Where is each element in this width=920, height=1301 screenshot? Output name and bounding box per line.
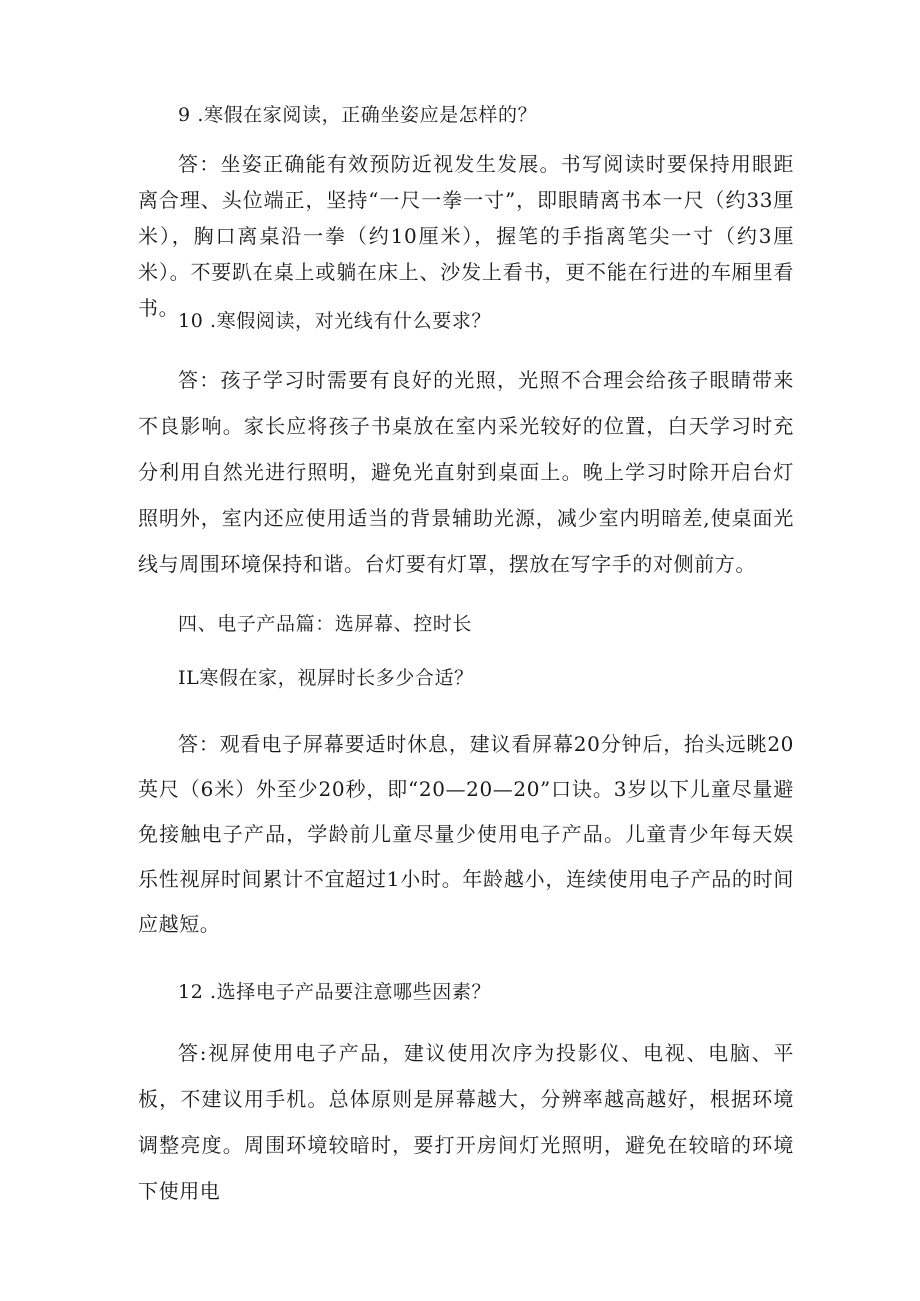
question-11: IL寒假在家，视屏时长多少合适？ xyxy=(178,667,474,689)
answer-11: 答：观看电子屏幕要适时休息，建议看屏幕20分钟后，抬头远眺20英尺（6米）外至少20秒，即“20—20—20”口诀。3岁以下儿童尽量避免接触电子产品，学龄前儿童尽量少使用电子产品。儿童青少年每天娱乐性视屏时间累计不宜超过1小时。年龄越小，连续使用电子产品的时间应越短。 xyxy=(138,732,794,936)
answer-10: 答：孩子学习时需要有良好的光照，光照不合理会给孩子眼睛带来不良影响。家长应将孩子书桌放在室内采光较好的位置，白天学习时充分利用自然光进行照明，避免光直射到桌面上。晚上学习时除开启台灯照明外，室内还应使用适当的背景辅助光源，减少室内明暗差,使桌面光线与周围环境保持和谐。台灯要有灯罩，摆放在写字手的对侧前方。 xyxy=(138,368,794,576)
answer-12: 答:视屏使用电子产品，建议使用次序为投影仪、电视、电脑、平板，不建议用手机。总体原则是屏幕越大，分辨率越高越好，根据环境调整亮度。周围环境较暗时，要打开房间灯光照明，避免在较暗的环境下使用电 xyxy=(138,1041,794,1203)
answer-9: 答：坐姿正确能有效预防近视发生发展。书写阅读时要保持用眼距离合理、头位端正，坚持“一尺一拳一寸”，即眼睛离书本一尺（约33厘米），胸口离桌沿一拳（约10厘米），握笔的手指离笔尖一寸（约3厘米）。不要趴在桌上或躺在床上、沙发上看书，更不能在行进的车厢里看书。 xyxy=(138,152,794,320)
question-12: 12 .选择电子产品要注意哪些因素？ xyxy=(178,981,492,1003)
question-9: 9 .寒假在家阅读，正确坐姿应是怎样的？ xyxy=(178,104,538,126)
question-10: 10 .寒假阅读，对光线有什么要求？ xyxy=(178,310,492,332)
section-heading-electronics: 四、电子产品篇：选屏幕、控时长 xyxy=(178,613,473,635)
